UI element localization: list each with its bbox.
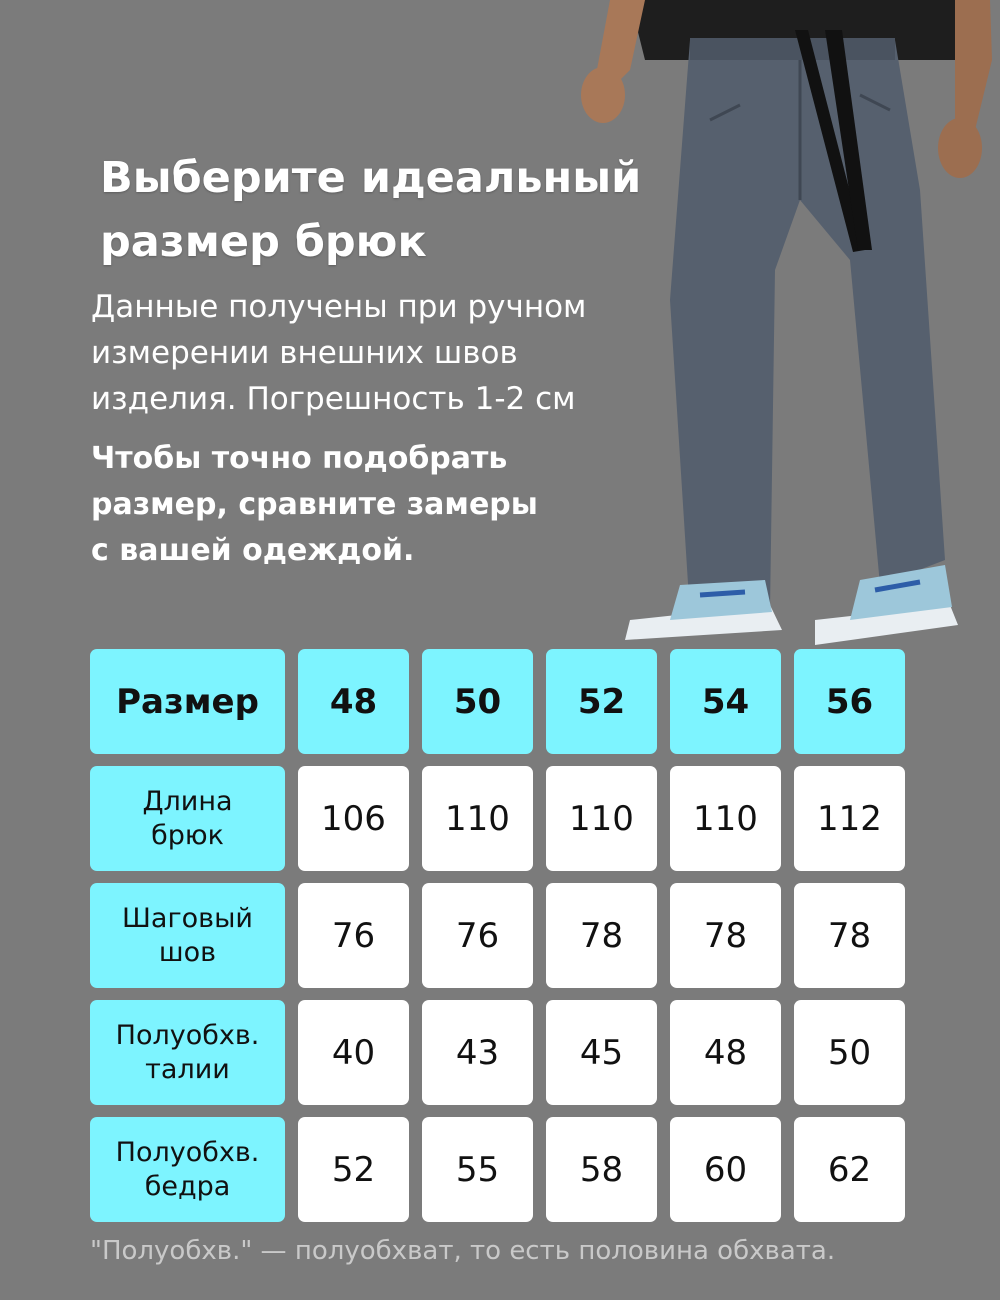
row-label-line: Полуобхв. bbox=[115, 1019, 260, 1051]
fit-advice-line: Чтобы точно подобрать bbox=[91, 441, 508, 476]
table-cell: 76 bbox=[422, 883, 533, 988]
row-label-half-hip bbox=[90, 1117, 285, 1222]
size-header-cell: 54 bbox=[670, 649, 781, 754]
measurement-note-line: Данные получены при ручном bbox=[91, 289, 587, 325]
measurement-note-line: изделия. Погрешность 1-2 см bbox=[91, 381, 576, 417]
table-cell: 55 bbox=[422, 1117, 533, 1222]
size-table bbox=[90, 649, 905, 1222]
fit-advice-line: размер, сравните замеры bbox=[91, 487, 538, 522]
page-title-line: размер брюк bbox=[100, 217, 427, 267]
row-label-line: талии bbox=[145, 1053, 230, 1085]
table-cell: 78 bbox=[794, 883, 905, 988]
table-cell: 78 bbox=[670, 883, 781, 988]
table-cell: 76 bbox=[298, 883, 409, 988]
row-label-inseam bbox=[90, 883, 285, 988]
size-header-label: Размер bbox=[90, 649, 285, 754]
table-cell: 110 bbox=[422, 766, 533, 871]
row-label-line: Длина bbox=[142, 785, 233, 817]
row-label-line: бедра bbox=[144, 1170, 231, 1202]
table-cell: 52 bbox=[298, 1117, 409, 1222]
table-cell: 48 bbox=[670, 1000, 781, 1105]
row-label-line: шов bbox=[158, 936, 217, 968]
measurement-note bbox=[91, 284, 651, 422]
table-cell: 106 bbox=[298, 766, 409, 871]
size-header-cell: 52 bbox=[546, 649, 657, 754]
table-cell: 45 bbox=[546, 1000, 657, 1105]
size-header-cell: 48 bbox=[298, 649, 409, 754]
table-cell: 40 bbox=[298, 1000, 409, 1105]
page-title bbox=[100, 146, 640, 274]
page-title-line: Выберите идеальный bbox=[100, 153, 642, 203]
row-label-line: Полуобхв. bbox=[115, 1136, 260, 1168]
fit-advice bbox=[91, 436, 631, 574]
row-label-line: Шаговый bbox=[122, 902, 253, 934]
row-label-trouser-length bbox=[90, 766, 285, 871]
table-cell: 43 bbox=[422, 1000, 533, 1105]
table-cell: 112 bbox=[794, 766, 905, 871]
size-header-cell: 56 bbox=[794, 649, 905, 754]
row-label-line: брюк bbox=[151, 819, 224, 851]
table-cell: 110 bbox=[546, 766, 657, 871]
table-cell: 60 bbox=[670, 1117, 781, 1222]
size-header-cell: 50 bbox=[422, 649, 533, 754]
footnote: "Полуобхв." — полуобхват, то есть половина обхвата. bbox=[90, 1236, 836, 1266]
table-cell: 58 bbox=[546, 1117, 657, 1222]
table-cell: 78 bbox=[546, 883, 657, 988]
row-label-half-waist bbox=[90, 1000, 285, 1105]
table-cell: 110 bbox=[670, 766, 781, 871]
fit-advice-line: с вашей одеждой. bbox=[91, 533, 415, 568]
measurement-note-line: измерении внешних швов bbox=[91, 335, 518, 371]
table-cell: 62 bbox=[794, 1117, 905, 1222]
table-cell: 50 bbox=[794, 1000, 905, 1105]
